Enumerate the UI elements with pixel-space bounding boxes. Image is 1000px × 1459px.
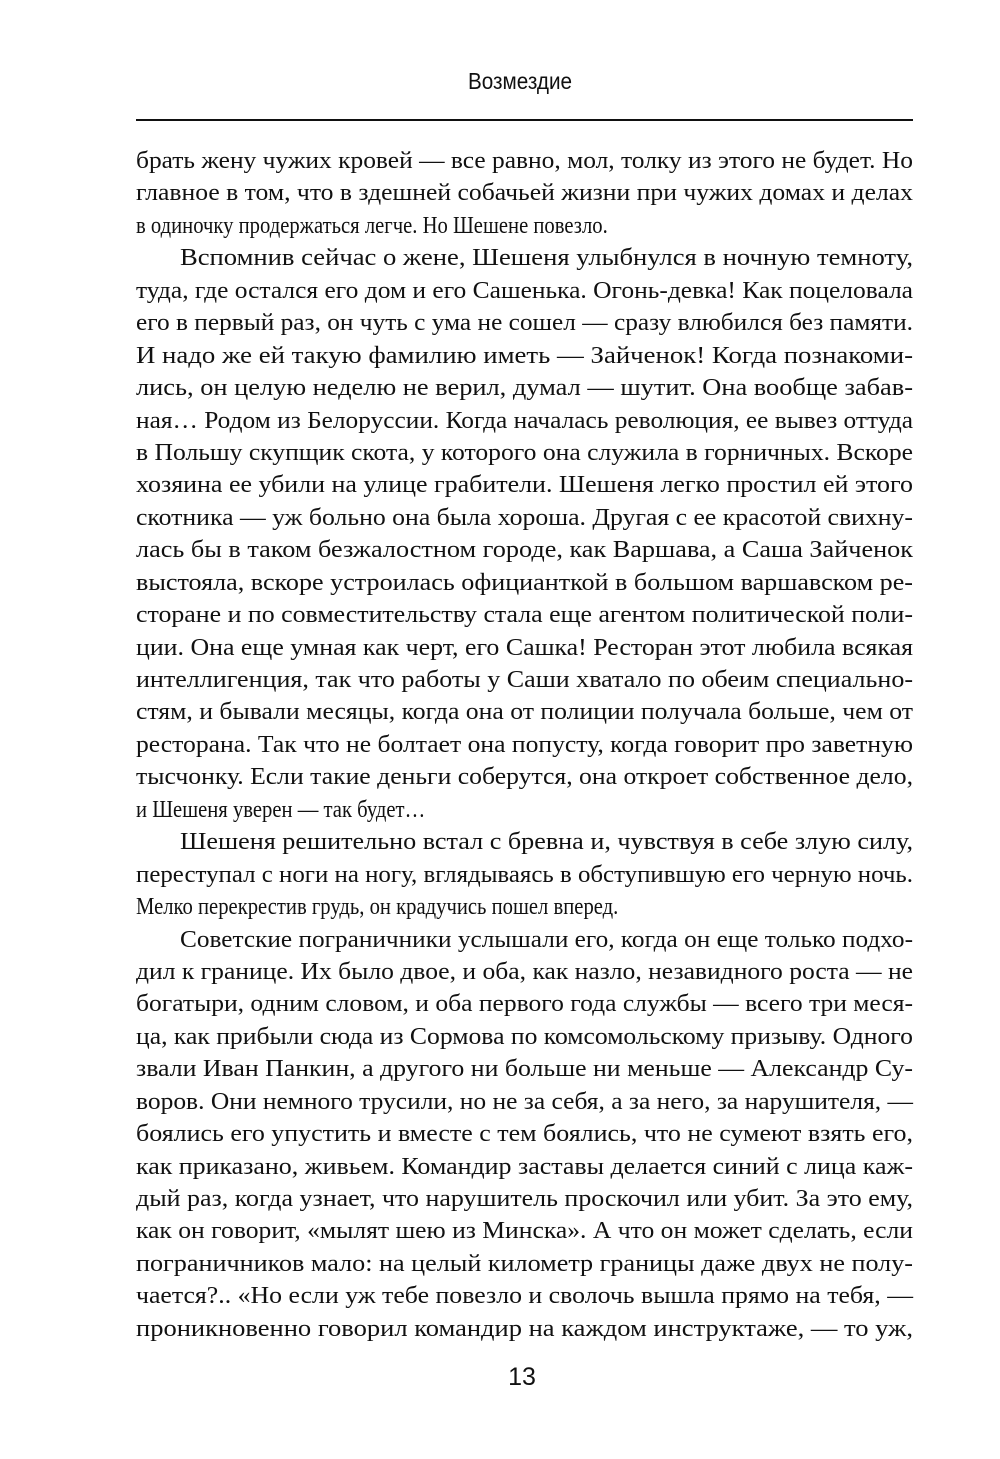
text-line	[136, 567, 913, 599]
text-line	[136, 307, 913, 339]
text-line	[136, 664, 913, 696]
text-line	[136, 761, 913, 793]
text-line-content: Шешеня решительно встал с бревна и, чувствуя в себе злую силу,	[180, 829, 913, 856]
text-line	[136, 1086, 913, 1118]
text-line	[136, 1021, 913, 1053]
text-line	[136, 632, 913, 664]
text-line-content: переступал с ноги на ногу, вглядываясь в обступившую его черную ночь.	[136, 861, 913, 888]
text-line-content: лась бы в таком безжалостном городе, как Варшава, а Саша Зайченок	[136, 537, 914, 564]
text-line	[136, 1215, 913, 1247]
text-line	[136, 794, 913, 826]
text-line-content: его в первый раз, он чуть с ума не сошел — сразу влюбился без памяти.	[136, 310, 913, 337]
body-text	[136, 145, 913, 1345]
text-line	[136, 242, 913, 274]
text-line-content: дый раз, когда узнает, что нарушитель проскочил или убит. За это ему,	[136, 1186, 913, 1212]
text-line	[136, 210, 913, 242]
text-line-content: как он говорит, «мылят шею из Минска». А что он может сделать, если	[136, 1218, 913, 1245]
text-line-content: лись, он целую неделю не верил, думал — шутит. Она вообще забав-	[136, 375, 913, 402]
running-head: Возмездие	[467, 68, 573, 94]
text-line-content: хозяина ее убили на улице грабители. Шешеня легко простил ей этого	[136, 472, 913, 499]
header-rule	[136, 119, 913, 121]
text-line-content: ная… Родом из Белоруссии. Когда началась революция, ее вывез оттуда	[136, 407, 913, 434]
text-line	[136, 924, 913, 956]
text-line	[136, 275, 913, 307]
text-line	[136, 177, 913, 209]
text-line-content: дил к границе. Их было двое, и оба, как назло, незавидного роста — не	[136, 958, 913, 985]
text-line	[136, 145, 913, 177]
text-line-content: туда, где остался его дом и его Сашенька. Огонь-девка! Как поцеловала	[136, 277, 913, 304]
text-line	[136, 956, 913, 988]
text-line	[136, 859, 913, 891]
text-line-content: Вспомнив сейчас о жене, Шешеня улыбнулся в ночную темноту,	[180, 245, 913, 272]
text-line	[136, 469, 913, 501]
text-line	[136, 1313, 913, 1345]
text-line	[136, 1118, 913, 1150]
text-line-content: стям, и бывали месяцы, когда она от полиции получала больше, чем от	[136, 699, 913, 726]
paragraph	[136, 242, 913, 826]
text-line	[136, 1248, 913, 1280]
text-line-content: выстояла, вскоре устроилась официанткой в большом варшавском ре-	[136, 569, 913, 596]
text-line	[136, 891, 913, 923]
text-line-content: интеллигенция, так что работы у Саши хватало по обеим специально-	[136, 667, 913, 693]
text-line-content: как приказано, живьем. Командир заставы делается синий с лица каж-	[136, 1153, 913, 1180]
text-line-content: И надо же ей такую фамилию иметь — Зайченок! Когда познакоми-	[136, 342, 913, 369]
text-line-content: в Польшу скупщик скота, у которого она служила в горничных. Вскоре	[136, 439, 913, 466]
text-line	[136, 405, 913, 437]
text-line-content: богатыри, одним словом, и оба первого года службы — всего три меся-	[136, 991, 913, 1018]
text-line	[136, 988, 913, 1020]
text-line	[136, 502, 913, 534]
text-line	[136, 599, 913, 631]
text-line-content: боялись его упустить и вместе с тем боялись, что не сумеют взять его,	[136, 1121, 913, 1148]
text-line	[136, 696, 913, 728]
text-line	[136, 372, 913, 404]
text-line	[136, 826, 913, 858]
text-line	[136, 340, 913, 372]
text-line-content: брать жену чужих кровей — все равно, мол, толку из этого не будет. Но	[136, 148, 913, 174]
text-line	[136, 729, 913, 761]
paragraph	[136, 924, 913, 1346]
paragraph	[136, 145, 913, 242]
text-line	[136, 1183, 913, 1215]
text-line-content: ресторана. Так что не болтает она попусту, когда говорит про заветную	[136, 731, 914, 758]
text-line-content: главное в том, что в здешней собачьей жизни при чужих домах и делах	[136, 180, 913, 207]
text-line-content: тысчонку. Если такие деньги соберутся, она откроет собственное дело,	[136, 764, 913, 791]
text-line	[136, 437, 913, 469]
text-line-content: и Шешеня уверен — так будет…	[136, 796, 426, 823]
text-line-content: сторане и по совместительству стала еще агентом политической поли-	[136, 602, 913, 629]
page-number: 13	[508, 1363, 536, 1391]
text-line-content: ции. Она еще умная как черт, его Сашка! Ресторан этот любила всякая	[136, 634, 913, 661]
text-line-content: ца, как прибыли сюда из Сормова по комсомольскому призыву. Одного	[136, 1023, 913, 1050]
text-line	[136, 1151, 913, 1183]
text-line-content: Мелко перекрестив грудь, он крадучись пошел вперед.	[136, 894, 619, 921]
text-line-content: Советские пограничники услышали его, когда он еще только подхо-	[180, 926, 913, 953]
text-line-content: чается?.. «Но если уж тебе повезло и сволочь вышла прямо на тебя, —	[136, 1283, 913, 1310]
text-line-content: скотника — уж больно она была хороша. Другая с ее красотой свихну-	[136, 504, 914, 531]
text-line-content: пограничников мало: на целый километр границы даже двух не полу-	[136, 1250, 914, 1277]
text-line-content: звали Иван Панкин, а другого ни больше ни меньше — Александр Су-	[136, 1056, 914, 1083]
text-line	[136, 1053, 913, 1085]
text-line	[136, 534, 913, 566]
text-line-content: проникновенно говорил командир на каждом инструктаже, — то уж,	[136, 1315, 913, 1342]
paragraph	[136, 826, 913, 923]
text-line-content: воров. Они немного трусили, но не за себя, а за него, за нарушителя, —	[136, 1088, 913, 1115]
text-line	[136, 1280, 913, 1312]
text-line-content: в одиночку продержаться легче. Но Шешене повезло.	[136, 212, 608, 239]
